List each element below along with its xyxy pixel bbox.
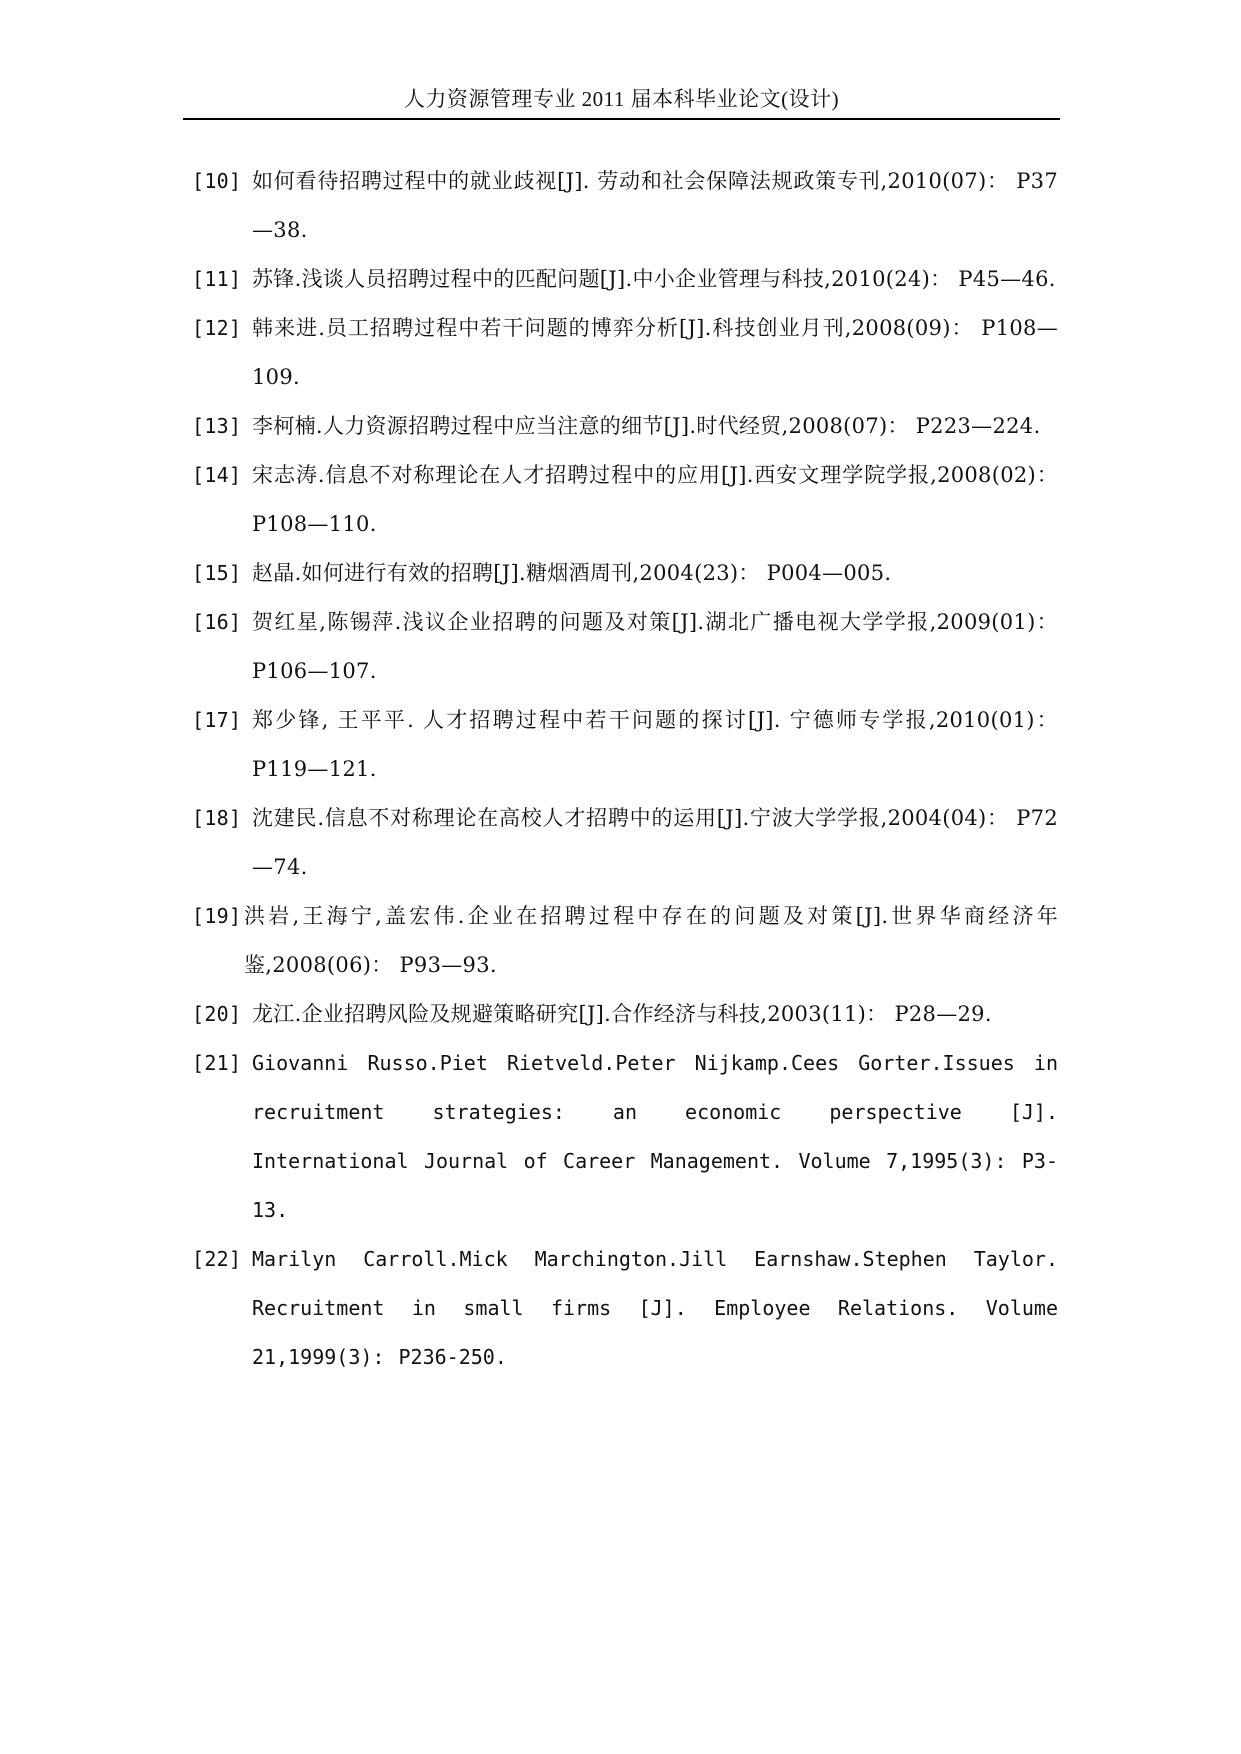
reference-item [192, 549, 1058, 598]
reference-text: 李柯楠.人力资源招聘过程中应当注意的细节[J].时代经贸,2008(07)： P223—224. [252, 414, 1041, 438]
reference-text: 沈建民.信息不对称理论在高校人才招聘中的运用[J].宁波大学学报,2004(04)： P72—74. [252, 806, 1058, 879]
reference-number: [17] [192, 708, 242, 732]
reference-text: 郑少锋, 王平平. 人才招聘过程中若干问题的探讨[J]. 宁德师专学报,2010(01)： P119—121. [252, 708, 1058, 781]
reference-item [192, 402, 1058, 451]
reference-number: [18] [192, 806, 242, 830]
reference-number: [12] [192, 316, 242, 340]
reference-item [192, 990, 1058, 1039]
reference-number: [20] [192, 1002, 242, 1026]
reference-item [192, 598, 1058, 696]
header-rule [183, 118, 1060, 120]
reference-text: 洪岩,王海宁,盖宏伟.企业在招聘过程中存在的问题及对策[J].世界华商经济年鉴,2008(06)： P93—93. [244, 904, 1058, 977]
reference-text: Giovanni Russo.Piet Rietveld.Peter Nijkamp.Cees Gorter.Issues in recruitment strategies: an economic perspective [J]. International Journal of Career Management. Volume 7,1995(3): P3-13. [252, 1051, 1058, 1222]
reference-text: 贺红星,陈锡萍.浅议企业招聘的问题及对策[J].湖北广播电视大学学报,2009(01)： P106—107. [252, 610, 1058, 683]
reference-text: Marilyn Carroll.Mick Marchington.Jill Earnshaw.Stephen Taylor. Recruitment in small firms [J]. Employee Relations. Volume 21,1999(3): P236-250. [252, 1247, 1058, 1369]
reference-number: [16] [192, 610, 242, 634]
reference-text: 龙江.企业招聘风险及规避策略研究[J].合作经济与科技,2003(11)： P28—29. [252, 1002, 992, 1026]
reference-list [192, 157, 1058, 1382]
reference-text: 赵晶.如何进行有效的招聘[J].糖烟酒周刊,2004(23)： P004—005. [252, 561, 892, 585]
reference-number: [13] [192, 414, 242, 438]
reference-text: 如何看待招聘过程中的就业歧视[J]. 劳动和社会保障法规政策专刊,2010(07)： P37—38. [252, 169, 1058, 242]
page-header-title: 人力资源管理专业 2011 届本科毕业论文(设计) [403, 87, 840, 111]
reference-number: [19] [192, 904, 242, 928]
reference-text: 苏锋.浅谈人员招聘过程中的匹配问题[J].中小企业管理与科技,2010(24)： P45—46. [252, 267, 1056, 291]
reference-number: [15] [192, 561, 242, 585]
reference-number: [22] [192, 1247, 242, 1271]
reference-item [192, 157, 1058, 255]
reference-item [192, 696, 1058, 794]
reference-number: [10] [192, 169, 242, 193]
reference-text: 韩来进.员工招聘过程中若干问题的博弈分析[J].科技创业月刊,2008(09)： P108—109. [252, 316, 1058, 389]
reference-item [192, 255, 1058, 304]
reference-item [192, 451, 1058, 549]
reference-item [192, 1039, 1058, 1235]
reference-item [192, 1235, 1058, 1382]
reference-number: [21] [192, 1051, 242, 1075]
reference-item [192, 892, 1058, 990]
reference-number: [11] [192, 267, 242, 291]
reference-item [192, 304, 1058, 402]
reference-text: 宋志涛.信息不对称理论在人才招聘过程中的应用[J].西安文理学院学报,2008(02)： P108—110. [252, 463, 1058, 536]
reference-number: [14] [192, 463, 242, 487]
reference-item [192, 794, 1058, 892]
